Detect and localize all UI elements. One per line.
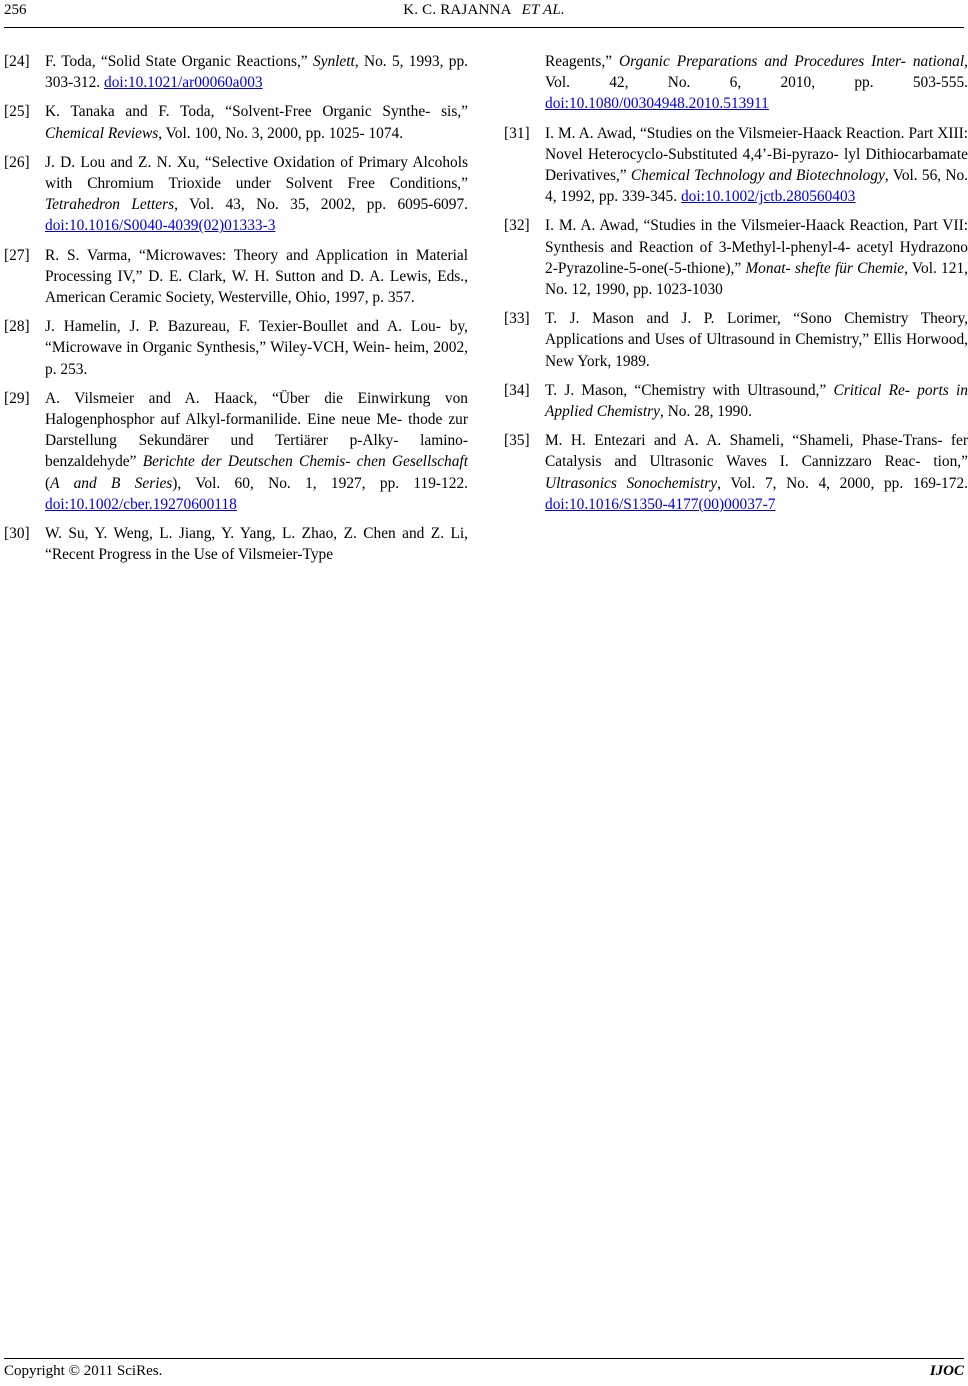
doi-link[interactable]: doi:10.1016/S0040-4039(02)01333-3: [45, 217, 276, 235]
reference-entry: [4, 245, 468, 309]
reference-source-title: Monat- shefte für Chemie: [745, 259, 905, 277]
reference-source-title: Chemical Reviews: [45, 124, 159, 142]
reference-number: [27]: [4, 246, 30, 264]
reference-number: [31]: [504, 124, 530, 142]
reference-text: , Vol. 56, No. 4, 1992, pp. 339-345.: [545, 167, 968, 206]
reference-number: [30]: [4, 525, 30, 543]
reference-entry: [504, 215, 968, 300]
reference-text: , No. 5, 1993, pp. 303-312.: [45, 53, 468, 92]
reference-entry: [4, 101, 468, 143]
page-number: 256: [4, 2, 27, 18]
reference-source-title: Ultrasonics Sonochemistry: [545, 474, 718, 492]
reference-number: [28]: [4, 318, 30, 336]
reference-number: [25]: [4, 103, 30, 121]
reference-source-title: Tetrahedron Letters: [45, 196, 175, 214]
reference-entry: [4, 523, 468, 565]
reference-text: , No. 28, 1990.: [660, 403, 752, 421]
reference-text: W. Su, Y. Weng, L. Jiang, Y. Yang, L. Zhao, Z. Chen and Z. Li, “Recent Progress in the Use of Vilsmeier-Type: [45, 525, 468, 564]
reference-text: A. Vilsmeier and A. Haack, “Über die Einwirkung von Halogenphosphor auf Alkyl-formanilide. Eine neue Me- thode zur Darstellung Sekundärer und Tertiärer p-Alky- lamino-benzaldehyde”: [45, 389, 468, 471]
reference-entry: [4, 388, 468, 515]
reference-text: , Vol. 42, No. 6, 2010, pp. 503-555.: [545, 53, 968, 92]
doi-link[interactable]: doi:10.1021/ar00060a003: [104, 74, 263, 92]
reference-entry: [4, 51, 468, 93]
journal-name: IJOC: [929, 1363, 964, 1379]
references-left-column: [4, 51, 468, 573]
reference-entry: [504, 308, 968, 372]
reference-text: , Vol. 100, No. 3, 2000, pp. 1025- 1074.: [158, 124, 404, 142]
reference-source-title: A and B Series: [50, 474, 173, 492]
running-head-authors: K. C. RAJANNA: [403, 2, 512, 18]
reference-source-title: Critical Re- ports in Applied Chemistry: [545, 381, 968, 421]
reference-text: Reagents,”: [545, 53, 620, 70]
running-head-et-al: ET AL.: [521, 2, 565, 18]
reference-entry: [504, 430, 968, 515]
reference-text: T. J. Mason, “Chemistry with Ultrasound,”: [545, 381, 834, 399]
doi-link[interactable]: doi:10.1016/S1350-4177(00)00037-7: [545, 495, 776, 513]
reference-number: [33]: [504, 310, 530, 328]
reference-text: J. D. Lou and Z. N. Xu, “Selective Oxidation of Primary Alcohols with Chromium Trioxide under Solvent Free Conditions,”: [45, 153, 468, 193]
reference-source-title: Chemical Technology and Biotechnology: [630, 167, 885, 185]
reference-entry: [4, 316, 468, 380]
reference-text: , Vol. 121, No. 12, 1990, pp. 1023-1030: [545, 259, 968, 299]
reference-text: T. J. Mason and J. P. Lorimer, “Sono Chemistry Theory, Applications and Uses of Ultrasound in Chemistry,” Ellis Horwood, New York, 1989.: [545, 310, 968, 370]
reference-entry: [504, 51, 968, 115]
reference-text: R. S. Varma, “Microwaves: Theory and Application in Material Processing IV,” D. E. Clark, W. H. Sutton and D. A. Lewis, Eds., American Ceramic Society, Westerville, Ohio, 1997, p. 357.: [45, 246, 468, 307]
reference-number: [29]: [4, 389, 30, 407]
reference-entry: [504, 123, 968, 208]
doi-link[interactable]: doi:10.1080/00304948.2010.513911: [545, 95, 769, 113]
reference-source-title: Organic Preparations and Procedures Inter- national: [619, 53, 965, 70]
reference-text: (: [45, 474, 51, 492]
reference-text: , Vol. 7, No. 4, 2000, pp. 169-172.: [717, 474, 968, 492]
reference-text: I. M. A. Awad, “Studies in the Vilsmeier-Haack Reaction, Part VII: Synthesis and Reaction of 3-Methyl-l-phenyl-4- acetyl Hydrazono 2-Pyrazoline-5-one(-5-thione),”: [545, 217, 968, 277]
reference-text: F. Toda, “Solid State Organic Reactions,”: [45, 53, 313, 70]
copyright-notice: Copyright © 2011 SciRes.: [4, 1363, 163, 1379]
running-head: [0, 2, 968, 19]
reference-number: [24]: [4, 53, 30, 70]
header-rule: [4, 27, 964, 28]
footer-rule: [4, 1358, 964, 1359]
reference-text: I. M. A. Awad, “Studies on the Vilsmeier-Haack Reaction. Part XIII: Novel Heterocyclo-Substituted 4,4’-Bi-pyrazo- lyl Dithiocarbamate Derivatives,”: [545, 124, 968, 185]
reference-text: ), Vol. 60, No. 1, 1927, pp. 119-122.: [172, 474, 468, 492]
reference-text: , Vol. 43, No. 35, 2002, pp. 6095-6097.: [174, 196, 468, 214]
reference-text: M. H. Entezari and A. A. Shameli, “Shameli, Phase-Trans- fer Catalysis and Ultrasonic Waves I. Cannizzaro Reac- tion,”: [545, 432, 968, 471]
reference-text: J. Hamelin, J. P. Bazureau, F. Texier-Boullet and A. Lou- by, “Microwave in Organic Synthesis,” Wiley-VCH, Wein- heim, 2002, p. 253.: [45, 318, 468, 378]
reference-number: [34]: [504, 381, 530, 399]
reference-source-title: Synlett: [312, 53, 355, 70]
reference-text: K. Tanaka and F. Toda, “Solvent-Free Organic Synthe- sis,”: [45, 103, 468, 121]
references-right-column: [504, 51, 968, 523]
doi-link[interactable]: doi:10.1002/cber.19270600118: [45, 495, 237, 513]
reference-source-title: Berichte der Deutschen Chemis- chen Gesellschaft: [142, 453, 468, 471]
reference-number: [26]: [4, 153, 30, 171]
reference-number: [35]: [504, 432, 530, 450]
reference-entry: [504, 380, 968, 422]
reference-entry: [4, 152, 468, 237]
reference-number: [32]: [504, 217, 530, 235]
doi-link[interactable]: doi:10.1002/jctb.280560403: [680, 188, 856, 206]
